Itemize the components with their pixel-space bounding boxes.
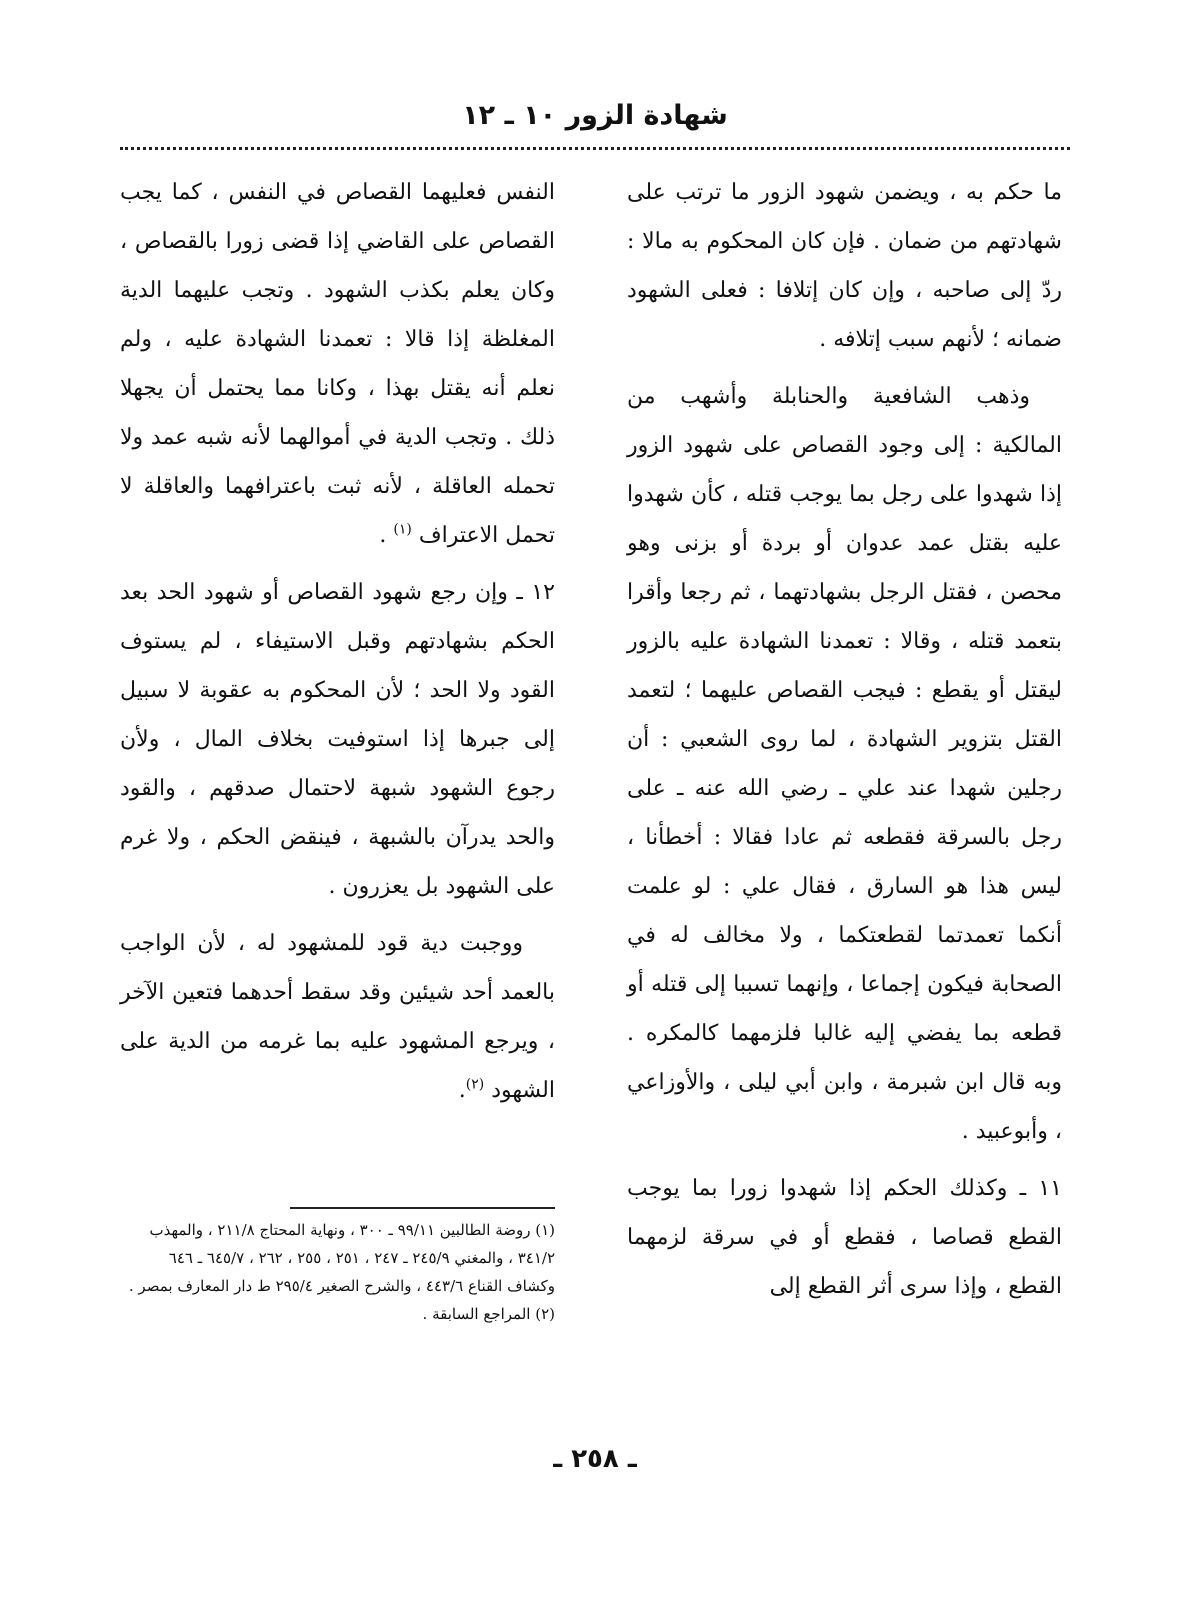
right-column [627, 168, 1062, 1311]
paragraph: ١١ ـ وكذلك الحكم إذا شهدوا زورا بما يوجب القطع قصاصا ، فقطع أو في سرقة لزمهما القطع ، وإذا سرى أثر القطع إلى [627, 1176, 1062, 1299]
page-number: ـ ٢٥٨ ـ [553, 1444, 637, 1474]
left-column [120, 168, 555, 1115]
header-divider [120, 147, 1070, 150]
page-title: شهادة الزور ١٠ ـ ١٢ [462, 100, 728, 131]
footnote: (٢) المراجع السابقة . [422, 1305, 555, 1323]
paragraph-end: . [458, 1078, 466, 1103]
paragraph-text: ووجبت دية قود للمشهود له ، لأن الواجب بالعمد أحد شيئين وقد سقط أحدهما فتعين الآخر ، ويرجع المشهود عليه بما غرمه من الدية على الشهود [120, 931, 555, 1103]
footnote-divider [290, 1207, 555, 1209]
footnotes [120, 1216, 555, 1328]
paragraph: وذهب الشافعية والحنابلة وأشهب من المالكية : إلى وجود القصاص على شهود الزور إذا شهدوا على رجل بما يوجب قتله ، كأن شهدوا عليه بقتل عمد عدوان أو بردة أو بزنى وهو محصن ، فقتل الرجل بشهادتهما ، ثم رجعا وأقرا بتعمد قتله ، وقالا : تعمدنا الشهادة عليه بالزور ليقتل أو يقطع : فيجب القصاص عليهما ؛ لتعمد القتل بتزوير الشهادة ، لما روى الشعبي : أن رجلين شهدا عند علي ـ رضي الله عنه ـ على رجل بالسرقة فقطعه ثم عادا فقالا : أخطأنا ، ليس هذا هو السارق ، فقال علي : لو علمت أنكما تعمدتما لقطعتكما ، ولا مخالف له في الصحابة فيكون إجماعا ، وإنهما تسببا إلى قتله أو قطعه بما يفضي إليه غالبا فلزمهما كالمكره . وبه قال ابن شبرمة ، وابن أبي ليلى ، والأوزاعي ، وأبوعبيد . [627, 384, 1062, 1144]
footnote-reference: (٢) [465, 1076, 485, 1093]
paragraph-text: النفس فعليهما القصاص في النفس ، كما يجب القصاص على القاضي إذا قضى زورا بالقصاص ، وكان يعلم بكذب الشهود . وتجب عليهما الدية المغلظة إذا قالا : تعمدنا الشهادة عليه ، ولم نعلم أنه يقتل بهذا ، وكانا مما يحتمل أن يجهلا ذلك . وتجب الدية في أموالهما لأنه شبه عمد ولا تحمله العاقلة ، لأنه ثبت باعترافهما والعاقلة لا تحمل الاعتراف [120, 180, 555, 548]
paragraph: النفس فعليهما القصاص في النفس ، كما يجب القصاص على القاضي إذا قضى زورا بالقصاص ، وكان يعلم بكذب الشهود . وتجب عليهما الدية المغلظة إذا قالا : تعمدنا الشهادة عليه ، ولم نعلم أنه يقتل بهذا ، وكانا مما يحتمل أن يجهلا ذلك . وتجب الدية في أموالهما لأنه شبه عمد ولا تحمله العاقلة ، لأنه ثبت باعترافهما والعاقلة لا تحمل الاعتراف $^{(١)}$ . [120, 180, 555, 548]
paragraph [120, 919, 555, 1115]
paragraph: ما حكم به ، ويضمن شهود الزور ما ترتب على شهادتهم من ضمان . فإن كان المحكوم به مالا : ردّ إلى صاحبه ، وإن كان إتلافا : فعلى الشهود ضمانه ؛ لأنهم سبب إتلافه . [627, 180, 1062, 352]
footnote-reference: (١) [393, 521, 412, 538]
footnote: (١) روضة الطالبين ٩٩/١١ ـ ٣٠٠ ، ونهاية المحتاج ٢١١/٨ ، والمهذب ٣٤١/٢ ، والمغني ٢٤٥/٩ ـ ٢٤٧ ، ٢٥١ ، ٢٥٥ ، ٢٦٢ ، ٦٤٥/٧ ـ ٦٤٦ وكشاف القناع ٤٤٣/٦ ، والشرح الصغير ٢٩٥/٤ ط دار المعارف بمصر . [128, 1221, 555, 1295]
paragraph: ١٢ ـ وإن رجع شهود القصاص أو شهود الحد بعد الحكم بشهادتهم وقبل الاستيفاء ، لم يستوف القود ولا الحد ؛ لأن المحكوم به عقوبة لا سبيل إلى جبرها إذا استوفيت بخلاف المال ، ولأن رجوع الشهود شبهة لاحتمال صدقهم ، والقود والحد يدرآن بالشبهة ، فينقض الحكم ، ولا غرم على الشهود بل يعزرون . [120, 580, 555, 899]
